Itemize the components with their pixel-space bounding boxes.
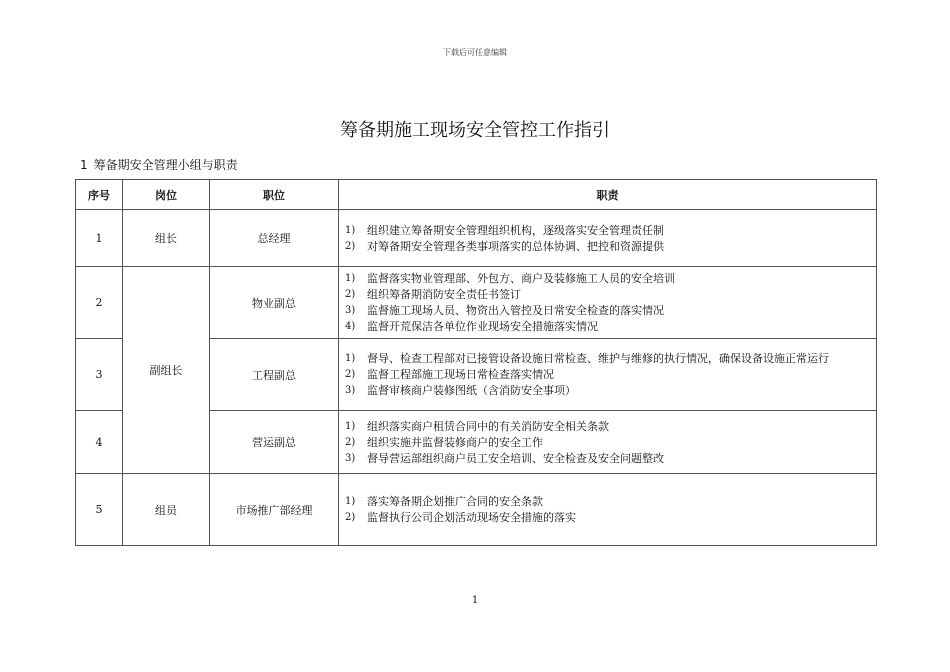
header-position: 职位 bbox=[210, 180, 339, 210]
duty-number: 1) bbox=[345, 353, 356, 364]
duty-item bbox=[345, 303, 866, 318]
duties-table bbox=[75, 179, 877, 546]
duty-text: 监督审核商户装修图纸（含消防安全事项） bbox=[367, 384, 576, 397]
row-duties bbox=[339, 267, 877, 339]
duty-item bbox=[345, 239, 866, 254]
duty-number: 1) bbox=[345, 273, 356, 284]
page-number: 1 bbox=[471, 595, 479, 606]
duty-text: 监督开荒保洁各单位作业现场安全措施落实情况 bbox=[367, 320, 598, 333]
duty-number: 2) bbox=[345, 512, 356, 523]
row-position: 总经理 bbox=[210, 210, 339, 267]
duty-text: 组织建立筹备期安全管理组织机构，逐级落实安全管理责任制 bbox=[367, 223, 664, 237]
row-duties bbox=[339, 210, 877, 267]
duty-text: 监督落实物业管理部、外包方、商户及装修施工人员的安全培训 bbox=[367, 272, 675, 285]
duty-text: 落实筹备期企划推广合同的安全条款 bbox=[367, 495, 543, 508]
duty-item bbox=[345, 435, 866, 450]
duty-text: 组织落实商户租赁合同中的有关消防安全相关条款 bbox=[367, 419, 609, 433]
row-position: 工程副总 bbox=[210, 339, 339, 411]
row-post: 组长 bbox=[123, 210, 210, 267]
duty-item bbox=[345, 223, 866, 238]
duty-text: 监督执行公司企划活动现场安全措施的落实 bbox=[367, 511, 576, 524]
duty-number: 3) bbox=[345, 385, 356, 396]
row-number: 1 bbox=[76, 210, 123, 267]
duty-number: 4) bbox=[345, 321, 356, 332]
duty-item bbox=[345, 383, 866, 398]
duty-item bbox=[345, 287, 866, 302]
section-heading bbox=[80, 156, 238, 173]
duty-text: 对筹备期安全管理各类事项落实的总体协调、把控和资源提供 bbox=[367, 239, 664, 253]
duty-number: 3) bbox=[345, 305, 356, 316]
duty-item bbox=[345, 510, 866, 525]
duty-number: 2) bbox=[345, 436, 356, 448]
duty-number: 1) bbox=[345, 224, 356, 236]
row-position: 物业副总 bbox=[210, 267, 339, 339]
document-title: 筹备期施工现场安全管控工作指引 bbox=[340, 120, 610, 141]
row-duties bbox=[339, 411, 877, 474]
duty-number: 1) bbox=[345, 420, 356, 432]
duty-text: 监督工程部施工现场日常检查落实情况 bbox=[367, 368, 554, 381]
table-header-row bbox=[76, 180, 877, 210]
row-number: 4 bbox=[76, 411, 123, 474]
table-row bbox=[76, 210, 877, 267]
header-duties: 职责 bbox=[339, 180, 877, 210]
duty-item bbox=[345, 367, 866, 382]
table-row bbox=[76, 474, 877, 546]
duty-item bbox=[345, 351, 866, 366]
table-row bbox=[76, 267, 877, 339]
section-number: 1 bbox=[80, 158, 88, 172]
duty-text: 督导、检查工程部对已接管设备设施日常检查、维护与维修的执行情况，确保设备设施正常运行 bbox=[367, 352, 829, 365]
duty-text: 监督施工现场人员、物资出入管控及日常安全检查的落实情况 bbox=[367, 304, 664, 317]
row-duties bbox=[339, 474, 877, 546]
duty-item bbox=[345, 451, 866, 466]
row-post: 副组长 bbox=[123, 267, 210, 474]
duty-number: 2) bbox=[345, 289, 356, 300]
header-no: 序号 bbox=[76, 180, 123, 210]
header-post: 岗位 bbox=[123, 180, 210, 210]
duty-number: 2) bbox=[345, 369, 356, 380]
row-number: 2 bbox=[76, 267, 123, 339]
duty-number: 2) bbox=[345, 240, 356, 252]
duty-item bbox=[345, 494, 866, 509]
row-position: 营运副总 bbox=[210, 411, 339, 474]
duty-text: 督导营运部组织商户员工安全培训、安全检查及安全问题整改 bbox=[367, 451, 664, 465]
duty-text: 组织筹备期消防安全责任书签订 bbox=[367, 288, 521, 301]
duty-number: 1) bbox=[345, 496, 356, 507]
header-note: 下载后可任意编辑 bbox=[443, 48, 507, 57]
duty-item bbox=[345, 319, 866, 334]
duty-item bbox=[345, 271, 866, 286]
duty-number: 3) bbox=[345, 452, 356, 464]
row-number: 3 bbox=[76, 339, 123, 411]
duty-text: 组织实施并监督装修商户的安全工作 bbox=[367, 435, 543, 449]
row-position: 市场推广部经理 bbox=[210, 474, 339, 546]
row-duties bbox=[339, 339, 877, 411]
row-number: 5 bbox=[76, 474, 123, 546]
row-post: 组员 bbox=[123, 474, 210, 546]
section-title: 筹备期安全管理小组与职责 bbox=[93, 158, 238, 172]
duty-item bbox=[345, 419, 866, 434]
